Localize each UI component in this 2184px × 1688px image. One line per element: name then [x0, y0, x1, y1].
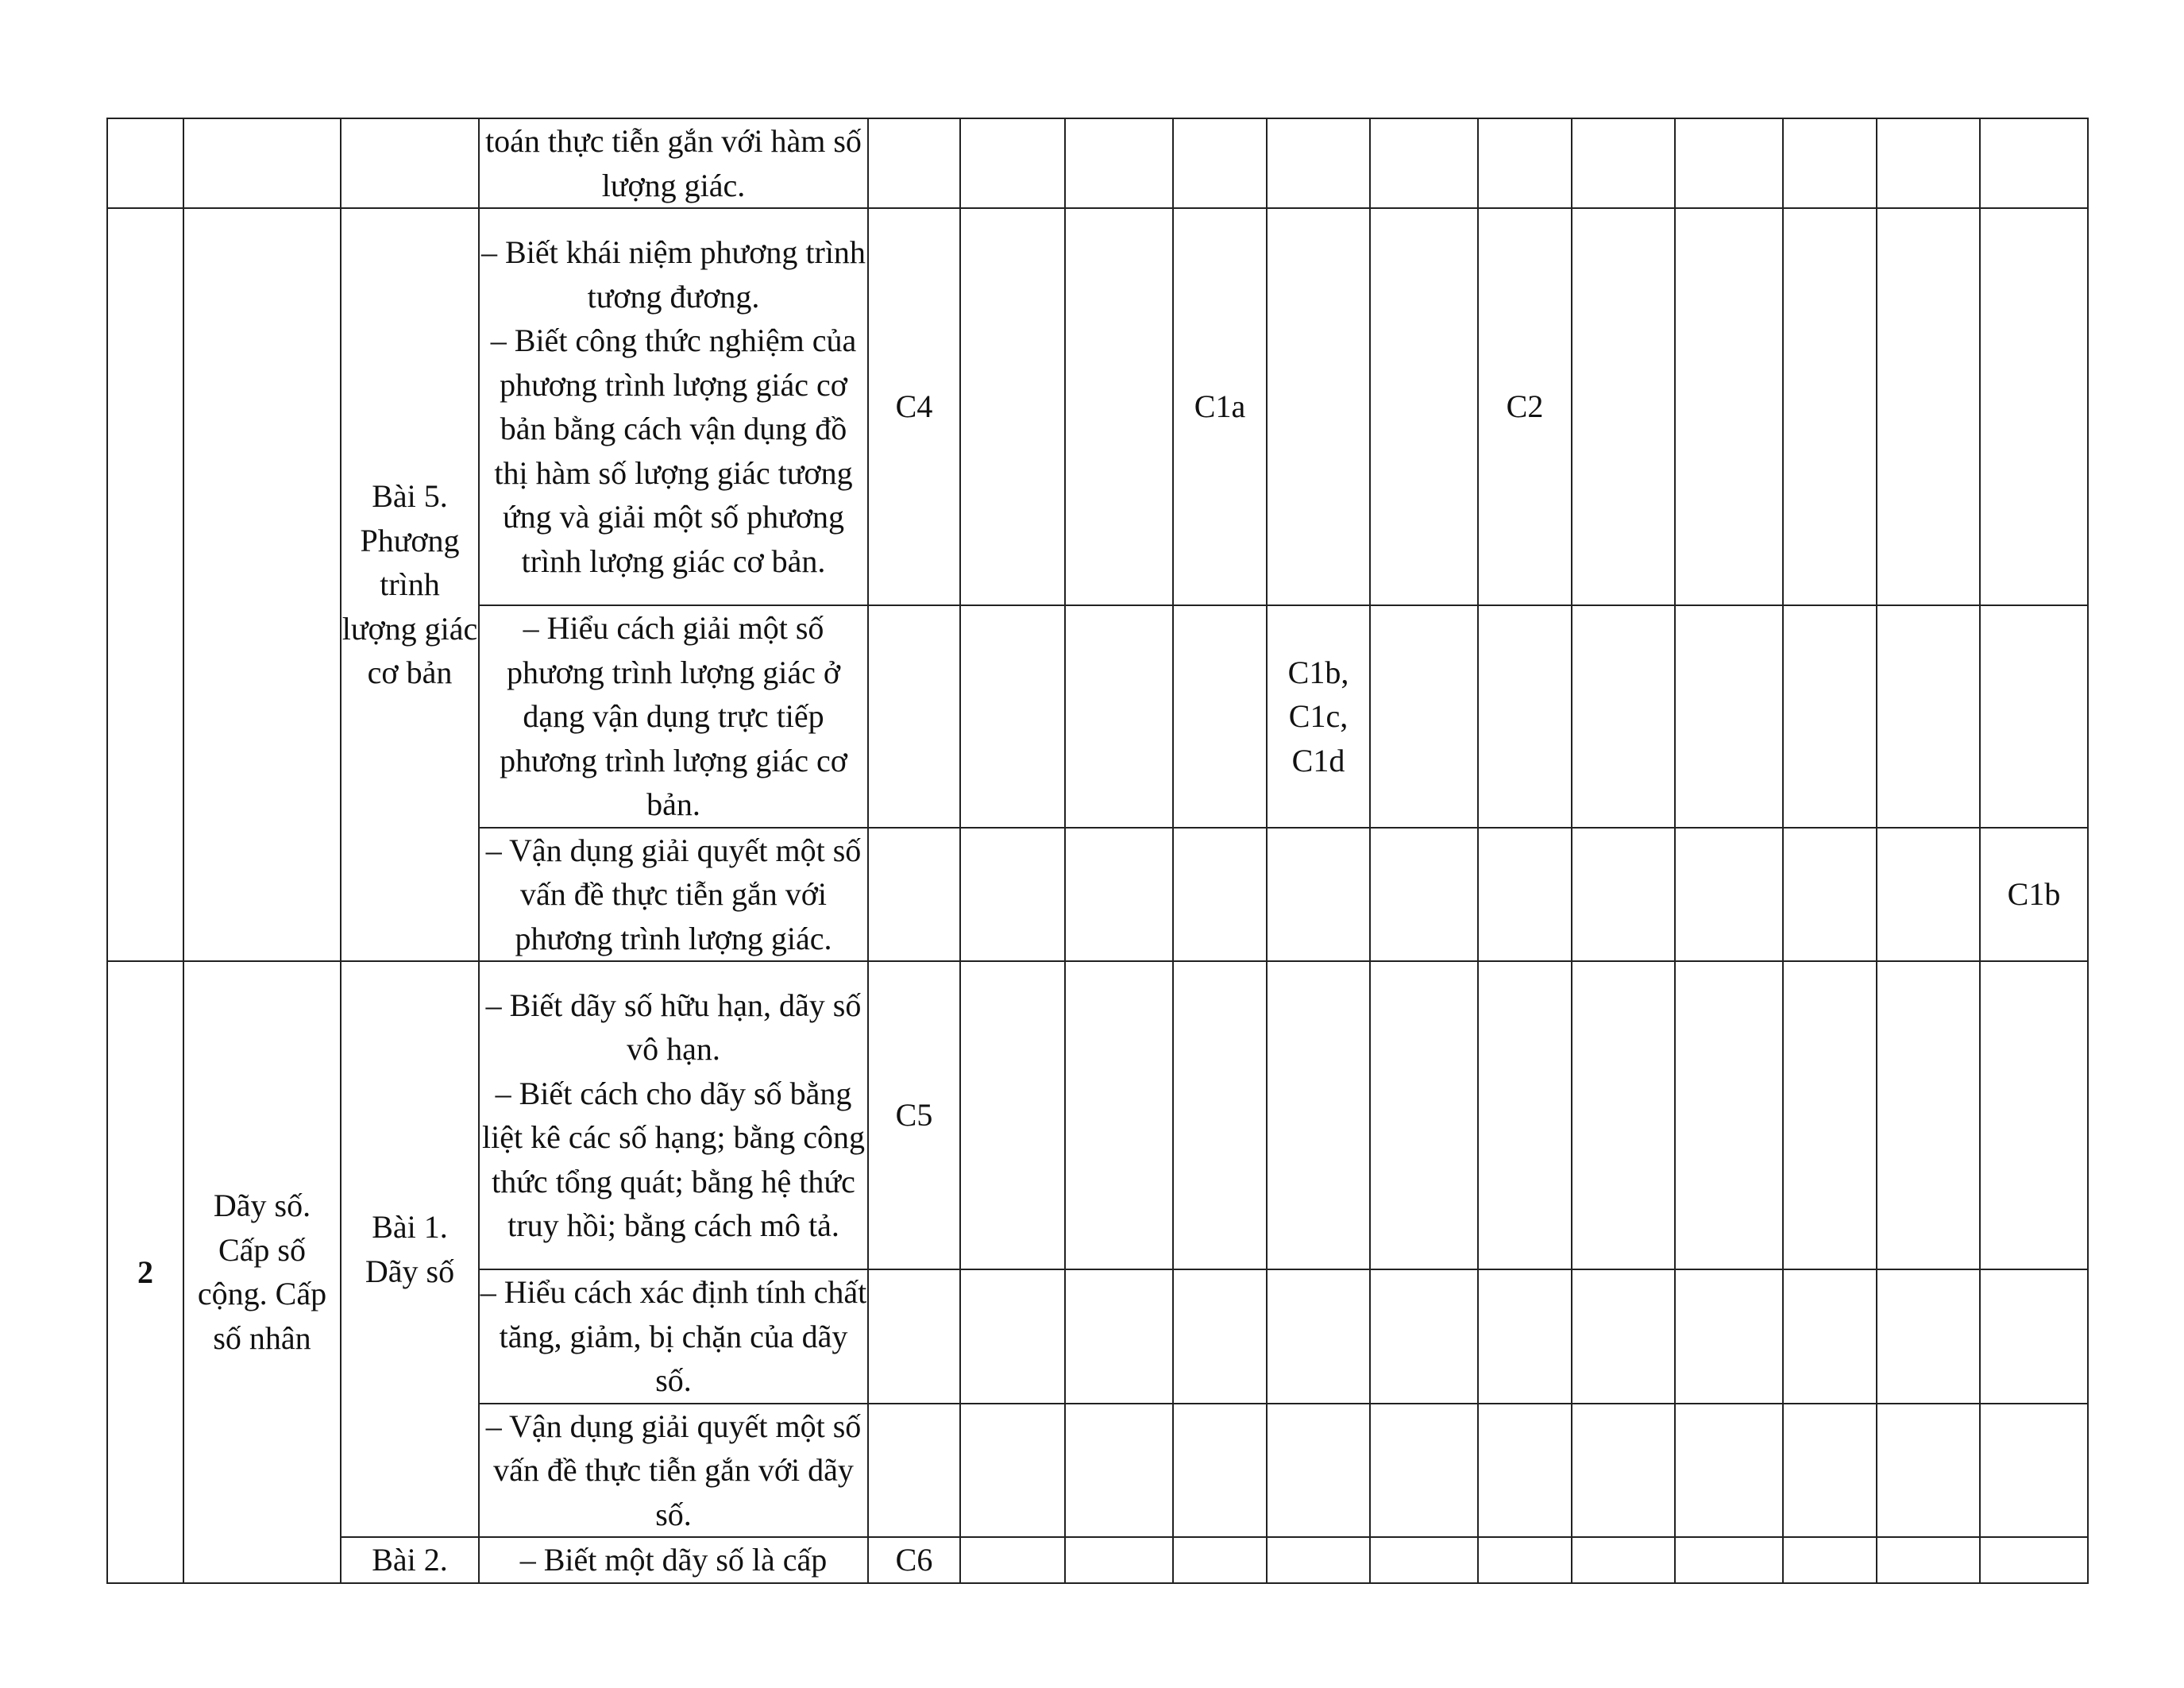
question-code-cell	[1173, 118, 1267, 208]
question-code-cell	[1478, 1537, 1572, 1583]
lesson-cell	[341, 118, 479, 208]
question-code-cell	[1370, 961, 1478, 1269]
question-code-cell	[1478, 1269, 1572, 1404]
question-code-cell	[1370, 1404, 1478, 1538]
question-code-cell	[1370, 1537, 1478, 1583]
question-code-cell	[1065, 1537, 1173, 1583]
question-code-cell: C1b	[1980, 828, 2088, 962]
question-code-cell	[868, 1269, 960, 1404]
question-code-cell	[960, 208, 1065, 605]
question-code-cell	[1065, 1269, 1173, 1404]
question-code-cell	[1572, 1269, 1675, 1404]
table-row	[107, 961, 2088, 1269]
chapter-cell	[183, 208, 341, 961]
question-code-cell	[960, 118, 1065, 208]
question-code-cell	[1980, 1404, 2088, 1538]
question-code-cell	[1065, 605, 1173, 828]
question-code-cell	[1173, 1269, 1267, 1404]
question-code-cell	[1173, 828, 1267, 962]
topic-number-cell	[107, 118, 183, 208]
objective-cell: – Hiểu cách xác định tính chất tăng, giảm, bị chặn của dãy số.	[479, 1269, 868, 1404]
objective-cell: toán thực tiễn gắn với hàm số lượng giác.	[479, 118, 868, 208]
question-code-cell	[1478, 605, 1572, 828]
question-code-cell	[1267, 961, 1370, 1269]
question-code-cell	[1877, 1537, 1980, 1583]
question-code-cell	[1572, 118, 1675, 208]
question-code-cell	[1877, 828, 1980, 962]
question-code-cell	[868, 118, 960, 208]
question-code-cell	[1065, 828, 1173, 962]
question-code-cell	[1980, 961, 2088, 1269]
question-code-cell	[960, 1404, 1065, 1538]
question-code-cell	[1980, 118, 2088, 208]
question-code-cell	[1783, 1269, 1877, 1404]
chapter-cell	[183, 118, 341, 208]
question-code-cell	[1783, 1404, 1877, 1538]
topic-number-cell: 2	[107, 961, 183, 1583]
question-code-cell	[1370, 208, 1478, 605]
question-code-cell	[1572, 1537, 1675, 1583]
question-code-cell	[1675, 1269, 1783, 1404]
objective-cell: – Vận dụng giải quyết một số vấn đề thực tiễn gắn với dãy số.	[479, 1404, 868, 1538]
question-code-cell	[1267, 1537, 1370, 1583]
question-code-cell	[1267, 118, 1370, 208]
question-code-cell	[1267, 1269, 1370, 1404]
question-code-cell	[1267, 208, 1370, 605]
question-code-cell	[1572, 1404, 1675, 1538]
question-code-cell: C4	[868, 208, 960, 605]
question-code-cell	[960, 828, 1065, 962]
question-code-cell	[1267, 828, 1370, 962]
question-code-cell	[1370, 118, 1478, 208]
question-code-cell	[960, 961, 1065, 1269]
objective-cell: – Biết dãy số hữu hạn, dãy số vô hạn. – Biết cách cho dãy số bằng liệt kê các số hạng; bằng công thức tổng quát; bằng hệ thức truy hồi; bằng cách mô tả.	[479, 961, 868, 1269]
question-code-cell	[1675, 961, 1783, 1269]
question-code-cell	[1572, 208, 1675, 605]
lesson-cell: Bài 1. Dãy số	[341, 961, 479, 1537]
question-code-cell	[1783, 605, 1877, 828]
question-code-cell	[1877, 208, 1980, 605]
question-code-cell	[1980, 208, 2088, 605]
question-code-cell	[868, 828, 960, 962]
question-code-cell	[1675, 208, 1783, 605]
question-code-cell	[1478, 118, 1572, 208]
question-code-cell	[1478, 961, 1572, 1269]
question-code-cell	[1675, 828, 1783, 962]
question-code-cell	[868, 1404, 960, 1538]
table-row	[107, 208, 2088, 605]
question-code-cell	[1065, 118, 1173, 208]
question-code-cell	[1173, 1404, 1267, 1538]
lesson-cell: Bài 2.	[341, 1537, 479, 1583]
question-code-cell	[1478, 828, 1572, 962]
question-code-cell	[1877, 118, 1980, 208]
question-code-cell	[1877, 1404, 1980, 1538]
lesson-cell: Bài 5. Phương trình lượng giác cơ bản	[341, 208, 479, 961]
question-code-cell	[960, 1537, 1065, 1583]
question-code-cell	[960, 1269, 1065, 1404]
question-code-cell	[1065, 1404, 1173, 1538]
question-code-cell	[1572, 605, 1675, 828]
question-code-cell	[1783, 1537, 1877, 1583]
question-code-cell	[960, 605, 1065, 828]
question-code-cell	[1173, 961, 1267, 1269]
table-row	[107, 118, 2088, 208]
question-code-cell	[1173, 1537, 1267, 1583]
question-code-cell	[1572, 961, 1675, 1269]
question-code-cell	[1877, 961, 1980, 1269]
question-code-cell	[1783, 118, 1877, 208]
question-code-cell: C1a	[1173, 208, 1267, 605]
question-code-cell	[1980, 1537, 2088, 1583]
topic-number-cell	[107, 208, 183, 961]
question-code-cell	[1980, 605, 2088, 828]
question-code-cell: C2	[1478, 208, 1572, 605]
question-code-cell	[1370, 605, 1478, 828]
question-code-cell	[1675, 1537, 1783, 1583]
question-code-cell	[1783, 961, 1877, 1269]
objective-cell: – Biết một dãy số là cấp	[479, 1537, 868, 1583]
question-code-cell	[1173, 605, 1267, 828]
table-row	[107, 1537, 2088, 1583]
question-code-cell	[1783, 828, 1877, 962]
question-code-cell: C5	[868, 961, 960, 1269]
question-code-cell	[1478, 1404, 1572, 1538]
question-code-cell	[1980, 1269, 2088, 1404]
assessment-matrix-table	[106, 118, 2089, 1584]
question-code-cell	[1675, 605, 1783, 828]
question-code-cell	[1370, 828, 1478, 962]
chapter-cell: Dãy số. Cấp số cộng. Cấp số nhân	[183, 961, 341, 1583]
question-code-cell	[1783, 208, 1877, 605]
objective-cell: – Hiểu cách giải một số phương trình lượng giác ở dạng vận dụng trực tiếp phương trình lượng giác cơ bản.	[479, 605, 868, 828]
question-code-cell	[1267, 1404, 1370, 1538]
question-code-cell	[1675, 1404, 1783, 1538]
question-code-cell	[1877, 1269, 1980, 1404]
objective-cell: – Biết khái niệm phương trình tương đương. – Biết công thức nghiệm của phương trình lượng giác cơ bản bằng cách vận dụng đồ thị hàm số lượng giác tương ứng và giải một số phương trình lượng giác cơ bản.	[479, 208, 868, 605]
question-code-cell	[1065, 961, 1173, 1269]
question-code-cell	[1877, 605, 1980, 828]
question-code-cell	[1370, 1269, 1478, 1404]
question-code-cell	[868, 605, 960, 828]
question-code-cell	[1675, 118, 1783, 208]
question-code-cell	[1065, 208, 1173, 605]
question-code-cell	[1572, 828, 1675, 962]
objective-cell: – Vận dụng giải quyết một số vấn đề thực tiễn gắn với phương trình lượng giác.	[479, 828, 868, 962]
question-code-cell: C1b, C1c, C1d	[1267, 605, 1370, 828]
question-code-cell: C6	[868, 1537, 960, 1583]
